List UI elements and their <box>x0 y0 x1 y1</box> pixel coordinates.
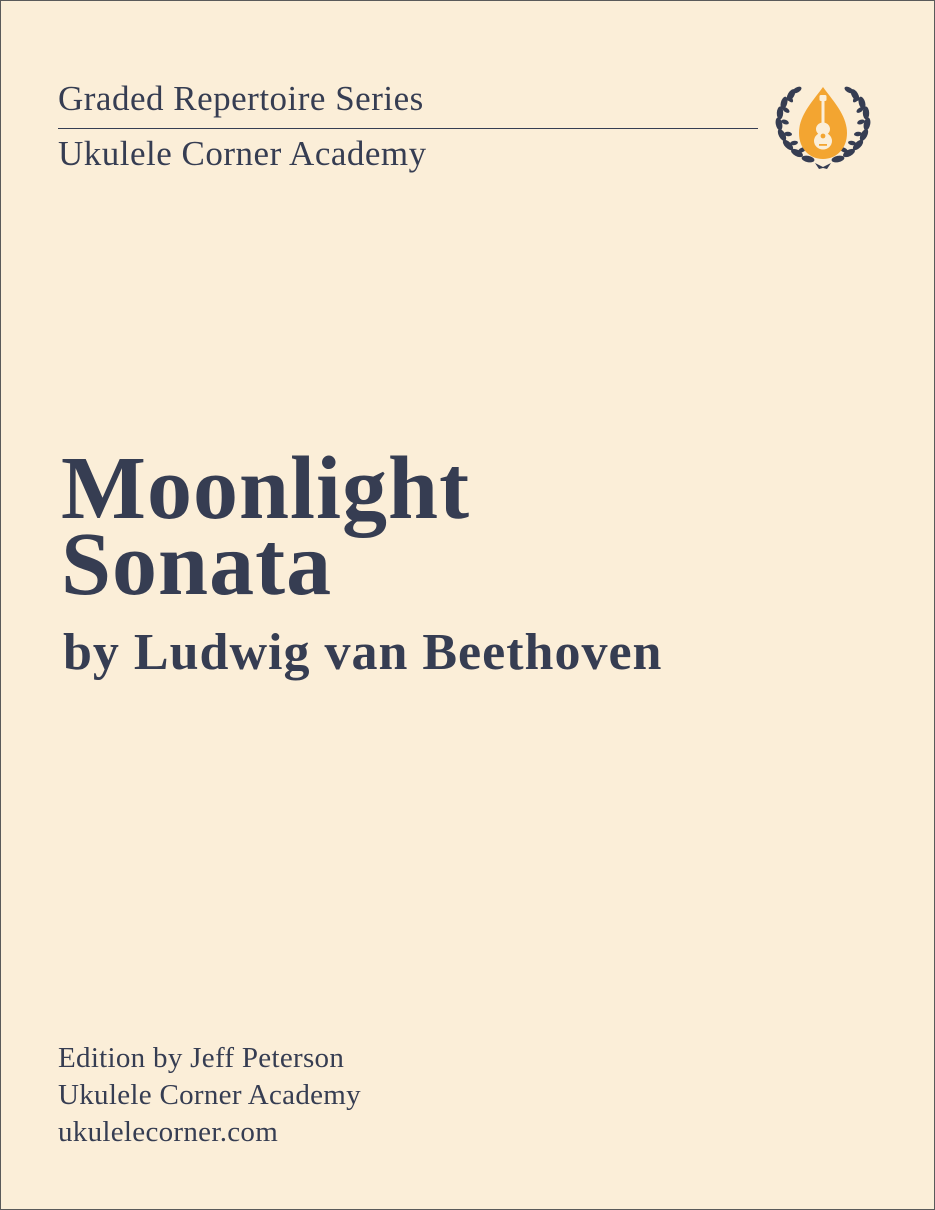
website-url: ukulelecorner.com <box>58 1116 279 1148</box>
composer-credit: by Ludwig van Beethoven <box>63 624 663 681</box>
academy-name: Ukulele Corner Academy <box>58 134 427 173</box>
publisher-name: Ukulele Corner Academy <box>58 1079 361 1111</box>
edition-credit: Edition by Jeff Peterson <box>58 1042 345 1074</box>
header-divider <box>58 128 758 129</box>
piece-title-line-1: Moonlight <box>61 439 471 538</box>
laurel-ukulele-logo-icon <box>771 79 875 173</box>
piece-title-line-2: Sonata <box>61 515 333 614</box>
series-title: Graded Repertoire Series <box>58 79 424 118</box>
